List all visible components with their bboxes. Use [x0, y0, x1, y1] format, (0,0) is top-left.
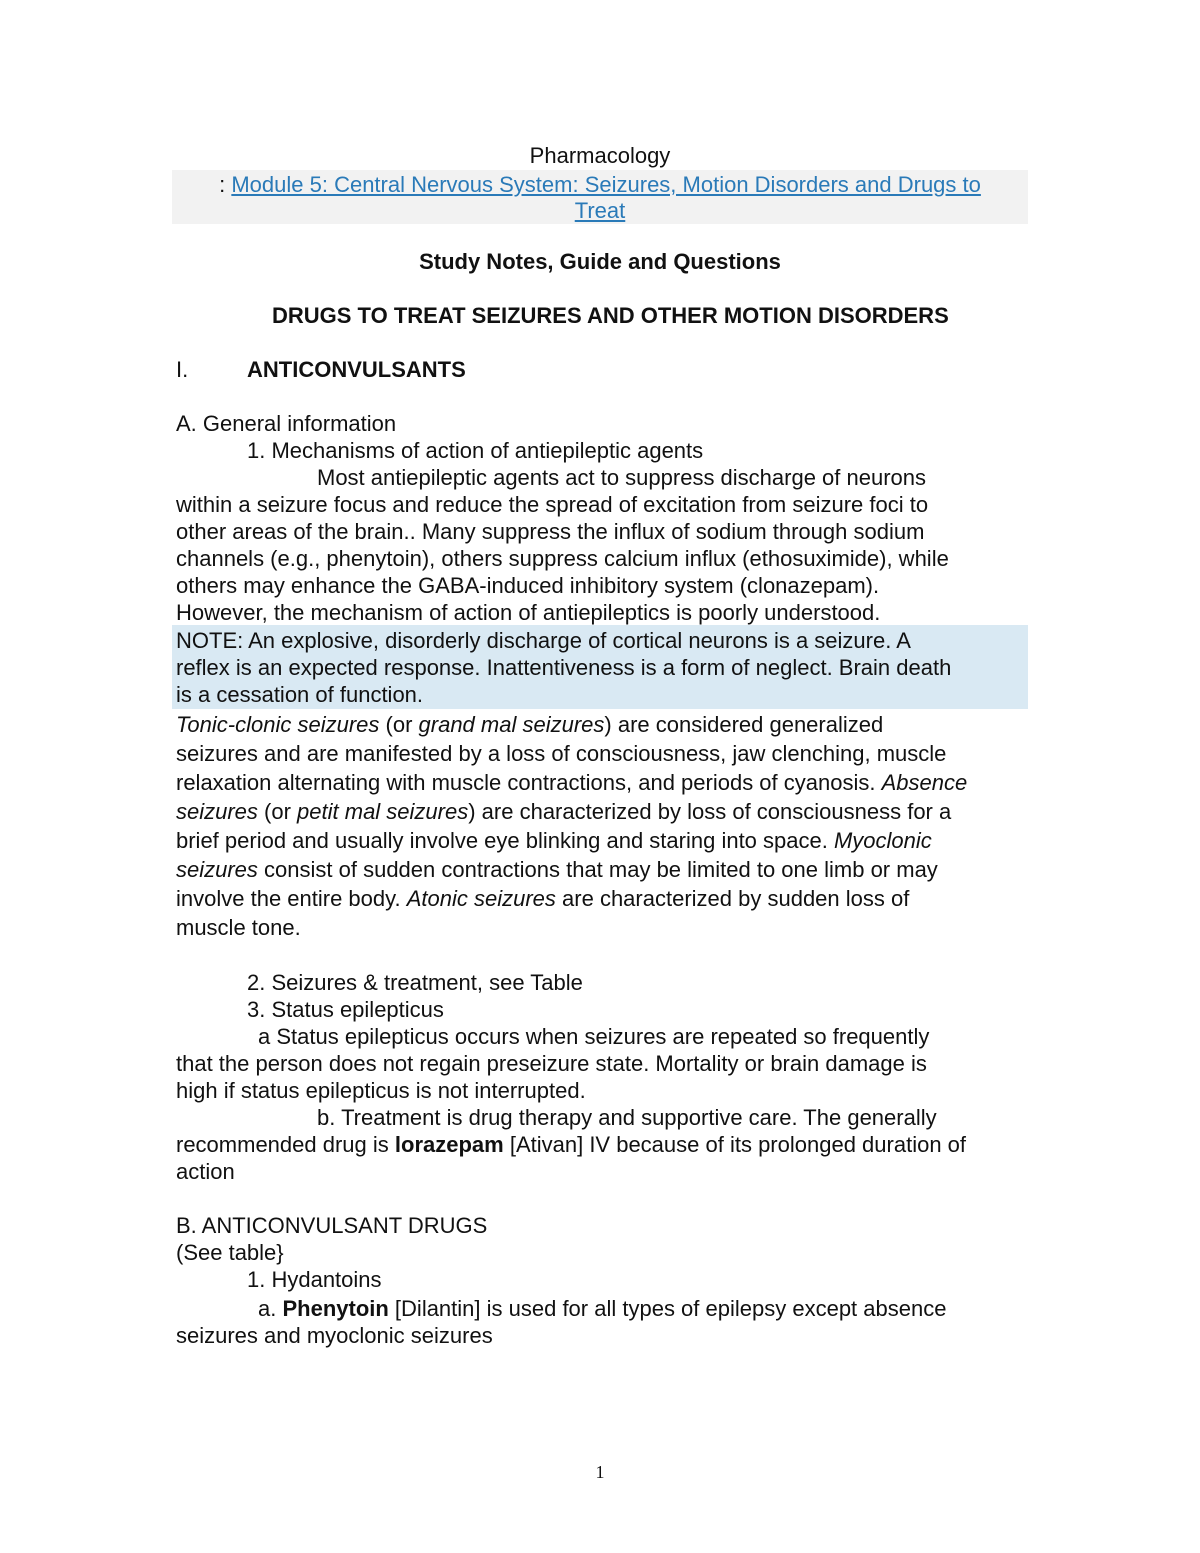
- para1-line: within a seizure focus and reduce the spread of excitation from seizure foci to: [176, 492, 929, 517]
- item3a-line: a Status epilepticus occurs when seizures are repeated so frequently: [258, 1024, 930, 1049]
- sectionB-see: (See table}: [176, 1240, 284, 1265]
- seizure-line: seizures and are manifested by a loss of consciousness, jaw clenching, muscle: [176, 741, 947, 766]
- note-line: NOTE: An explosive, disorderly discharge of cortical neurons is a seizure. A: [176, 628, 911, 653]
- section1-number: I.: [176, 357, 189, 382]
- module-heading-line2: [172, 198, 1028, 224]
- subtitle: Study Notes, Guide and Questions: [419, 249, 781, 274]
- note-line: is a cessation of function.: [176, 682, 424, 707]
- para1-line: others may enhance the GABA-induced inhibitory system (clonazepam).: [176, 573, 880, 598]
- module-heading-line1: [172, 172, 1028, 198]
- seizure-line: relaxation alternating with muscle contractions, and periods of cyanosis. Absence: [176, 770, 968, 795]
- note-line: reflex is an expected response. Inattentiveness is a form of neglect. Brain death: [176, 655, 952, 680]
- seizure-line: involve the entire body. Atonic seizures are characterized by sudden loss of: [176, 886, 910, 911]
- sectionA-item1: 1. Mechanisms of action of antiepileptic agents: [247, 438, 704, 463]
- course-title: Pharmacology: [529, 143, 671, 168]
- seizure-line: brief period and usually involve eye blinking and staring into space. Myoclonic: [176, 828, 932, 853]
- seizure-line: Tonic-clonic seizures (or grand mal seizures) are considered generalized: [176, 712, 884, 737]
- seizure-line: seizures (or petit mal seizures) are characterized by loss of consciousness for a: [176, 799, 952, 824]
- module-link-cont[interactable]: Treat: [574, 198, 626, 223]
- sectionB-item1: 1. Hydantoins: [247, 1267, 382, 1292]
- sectionA-title: A. General information: [176, 411, 397, 436]
- item3a-line: that the person does not regain preseizure state. Mortality or brain damage is: [176, 1051, 927, 1076]
- para1-line: other areas of the brain.. Many suppress the influx of sodium through sodium: [176, 519, 925, 544]
- page-number: 1: [595, 1462, 605, 1482]
- sectionA-item2: 2. Seizures & treatment, see Table: [247, 970, 583, 995]
- sectionB-title: B. ANTICONVULSANT DRUGS: [176, 1213, 488, 1238]
- sectionB-item1a: a. Phenytoin [Dilantin] is used for all types of epilepsy except absence: [258, 1296, 947, 1321]
- para1-line: However, the mechanism of action of antiepileptics is poorly understood.: [176, 600, 881, 625]
- module-prefix: :: [219, 172, 232, 197]
- sectionB-item1a-cont: seizures and myoclonic seizures: [176, 1323, 493, 1348]
- section1-title: ANTICONVULSANTS: [247, 357, 466, 382]
- item3b-line: b. Treatment is drug therapy and supportive care. The generally: [317, 1105, 937, 1130]
- para1-line: Most antiepileptic agents act to suppress discharge of neurons: [317, 465, 927, 490]
- item3a-line: high if status epilepticus is not interrupted.: [176, 1078, 586, 1103]
- item3b-line: action: [176, 1159, 235, 1184]
- seizure-line: seizures consist of sudden contractions that may be limited to one limb or may: [176, 857, 938, 882]
- sectionA-item3: 3. Status epilepticus: [247, 997, 444, 1022]
- item3b-line: recommended drug is lorazepam [Ativan] IV because of its prolonged duration of: [176, 1132, 967, 1157]
- seizure-line: muscle tone.: [176, 915, 301, 940]
- para1-line: channels (e.g., phenytoin), others suppress calcium influx (ethosuximide), while: [176, 546, 949, 571]
- module-link[interactable]: Module 5: Central Nervous System: Seizures, Motion Disorders and Drugs to: [231, 172, 981, 197]
- main-title: DRUGS TO TREAT SEIZURES AND OTHER MOTION DISORDERS: [272, 303, 949, 328]
